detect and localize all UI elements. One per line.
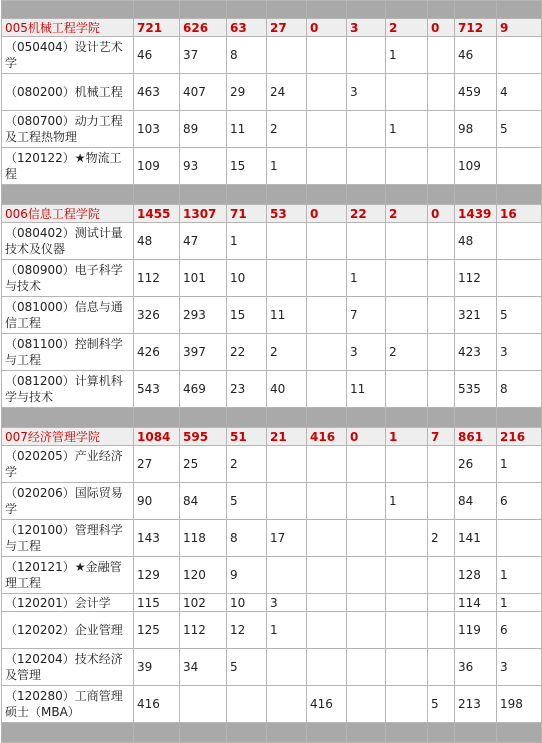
table-row — [2, 111, 542, 148]
separator-cell — [347, 185, 386, 205]
table-cell — [347, 557, 386, 594]
table-cell — [428, 334, 455, 371]
department-total: 3 — [347, 19, 386, 37]
department-total: 861 — [455, 428, 497, 446]
table-cell: 17 — [267, 520, 307, 557]
table-cell: 1 — [347, 260, 386, 297]
table-cell: 109 — [455, 148, 497, 185]
table-cell: 2 — [428, 520, 455, 557]
table-row — [2, 520, 542, 557]
table-cell — [347, 686, 386, 723]
table-cell: 115 — [134, 594, 180, 612]
table-cell — [307, 334, 347, 371]
table-cell — [497, 148, 542, 185]
table-cell: 1 — [267, 148, 307, 185]
separator-cell — [428, 185, 455, 205]
department-total: 9 — [497, 19, 542, 37]
separator-cell — [227, 1, 267, 19]
table-cell: 90 — [134, 483, 180, 520]
major-name: （080402）测试计量技术及仪器 — [2, 223, 134, 260]
table-cell — [428, 649, 455, 686]
table-cell: 102 — [180, 594, 227, 612]
separator-cell — [307, 1, 347, 19]
table-cell — [386, 371, 428, 408]
table-cell — [180, 686, 227, 723]
table-cell: 98 — [455, 111, 497, 148]
department-total: 216 — [497, 428, 542, 446]
major-name: （081200）计算机科学与技术 — [2, 371, 134, 408]
table-cell: 36 — [455, 649, 497, 686]
table-cell: 416 — [307, 686, 347, 723]
major-name: （120121）★金融管理工程 — [2, 557, 134, 594]
separator-cell — [428, 1, 455, 19]
table-cell — [386, 74, 428, 111]
table-cell — [347, 649, 386, 686]
section-separator — [2, 185, 542, 205]
table-cell: 8 — [497, 371, 542, 408]
table-cell: 10 — [227, 594, 267, 612]
table-cell: 11 — [227, 111, 267, 148]
major-name: （120122）★物流工程 — [2, 148, 134, 185]
table-row — [2, 371, 542, 408]
section-separator — [2, 1, 542, 19]
separator-cell — [386, 1, 428, 19]
separator-cell — [428, 408, 455, 428]
table-cell: 3 — [347, 74, 386, 111]
table-cell: 84 — [180, 483, 227, 520]
table-cell: 26 — [455, 446, 497, 483]
table-cell: 416 — [134, 686, 180, 723]
table-cell — [307, 483, 347, 520]
table-cell: 5 — [227, 483, 267, 520]
table-cell: 463 — [134, 74, 180, 111]
table-cell: 2 — [267, 111, 307, 148]
table-row — [2, 334, 542, 371]
table-cell — [307, 260, 347, 297]
table-cell: 321 — [455, 297, 497, 334]
table-cell — [267, 483, 307, 520]
separator-cell — [227, 723, 267, 743]
table-cell: 93 — [180, 148, 227, 185]
table-cell — [428, 612, 455, 649]
table-cell: 48 — [134, 223, 180, 260]
table-cell — [497, 520, 542, 557]
table-cell — [386, 520, 428, 557]
table-cell: 120 — [180, 557, 227, 594]
table-cell: 5 — [227, 649, 267, 686]
separator-cell — [497, 185, 542, 205]
table-cell — [428, 37, 455, 74]
separator-cell — [180, 408, 227, 428]
separator-cell — [134, 408, 180, 428]
department-name: 007经济管理学院 — [2, 428, 134, 446]
table-cell: 9 — [227, 557, 267, 594]
department-total: 0 — [347, 428, 386, 446]
separator-cell — [307, 408, 347, 428]
table-cell: 48 — [455, 223, 497, 260]
table-cell — [386, 612, 428, 649]
section-separator — [2, 408, 542, 428]
table-cell: 46 — [455, 37, 497, 74]
department-total: 1307 — [180, 205, 227, 223]
department-total: 0 — [428, 205, 455, 223]
separator-cell — [180, 185, 227, 205]
table-cell: 397 — [180, 334, 227, 371]
table-cell — [347, 223, 386, 260]
table-cell — [307, 594, 347, 612]
enrollment-table — [1, 0, 542, 743]
department-total: 0 — [307, 19, 347, 37]
table-cell — [428, 260, 455, 297]
table-cell: 3 — [497, 649, 542, 686]
table-cell — [347, 483, 386, 520]
table-cell — [347, 520, 386, 557]
table-cell — [347, 111, 386, 148]
table-cell — [307, 297, 347, 334]
table-cell: 112 — [134, 260, 180, 297]
table-cell — [428, 446, 455, 483]
department-total: 53 — [267, 205, 307, 223]
department-total: 16 — [497, 205, 542, 223]
table-cell — [307, 223, 347, 260]
table-cell: 125 — [134, 612, 180, 649]
table-row — [2, 594, 542, 612]
table-cell — [428, 557, 455, 594]
table-cell: 2 — [227, 446, 267, 483]
table-cell — [386, 297, 428, 334]
table-cell — [386, 594, 428, 612]
department-total: 1439 — [455, 205, 497, 223]
department-total: 416 — [307, 428, 347, 446]
department-total: 21 — [267, 428, 307, 446]
table-row — [2, 612, 542, 649]
table-row — [2, 686, 542, 723]
table-cell: 7 — [347, 297, 386, 334]
table-cell — [267, 37, 307, 74]
table-cell: 5 — [428, 686, 455, 723]
table-cell: 25 — [180, 446, 227, 483]
table-row — [2, 260, 542, 297]
separator-cell — [386, 723, 428, 743]
table-cell — [347, 612, 386, 649]
department-row — [2, 19, 542, 37]
table-cell: 15 — [227, 148, 267, 185]
table-cell: 6 — [497, 483, 542, 520]
separator-cell — [2, 723, 134, 743]
table-cell: 1 — [497, 557, 542, 594]
table-cell: 34 — [180, 649, 227, 686]
table-cell: 22 — [227, 334, 267, 371]
department-total: 0 — [307, 205, 347, 223]
major-name: （120204）技术经济及管理 — [2, 649, 134, 686]
department-total: 712 — [455, 19, 497, 37]
table-cell: 23 — [227, 371, 267, 408]
separator-cell — [227, 408, 267, 428]
table-cell — [227, 686, 267, 723]
separator-cell — [386, 408, 428, 428]
table-cell: 1 — [386, 483, 428, 520]
department-total: 0 — [428, 19, 455, 37]
table-cell — [386, 446, 428, 483]
department-total: 626 — [180, 19, 227, 37]
table-cell — [386, 649, 428, 686]
table-cell: 6 — [497, 612, 542, 649]
table-row — [2, 557, 542, 594]
table-cell: 11 — [267, 297, 307, 334]
table-cell: 101 — [180, 260, 227, 297]
table-cell: 535 — [455, 371, 497, 408]
table-cell — [307, 520, 347, 557]
separator-cell — [307, 185, 347, 205]
table-cell: 129 — [134, 557, 180, 594]
table-cell: 1 — [386, 111, 428, 148]
table-cell — [347, 594, 386, 612]
table-cell: 29 — [227, 74, 267, 111]
table-row — [2, 649, 542, 686]
separator-cell — [455, 408, 497, 428]
table-cell — [267, 223, 307, 260]
table-row — [2, 223, 542, 260]
table-row — [2, 74, 542, 111]
table-cell — [386, 686, 428, 723]
table-cell: 112 — [455, 260, 497, 297]
table-cell: 1 — [227, 223, 267, 260]
table-cell: 37 — [180, 37, 227, 74]
table-cell — [307, 649, 347, 686]
table-row — [2, 37, 542, 74]
table-cell: 543 — [134, 371, 180, 408]
major-name: （120201）会计学 — [2, 594, 134, 612]
table-cell — [267, 557, 307, 594]
table-cell — [428, 74, 455, 111]
table-cell: 141 — [455, 520, 497, 557]
table-cell — [428, 594, 455, 612]
table-cell: 5 — [497, 297, 542, 334]
separator-cell — [347, 408, 386, 428]
table-cell — [347, 148, 386, 185]
table-cell: 5 — [497, 111, 542, 148]
table-cell — [267, 260, 307, 297]
separator-cell — [2, 185, 134, 205]
table-cell — [307, 37, 347, 74]
separator-cell — [2, 408, 134, 428]
table-cell: 24 — [267, 74, 307, 111]
separator-cell — [180, 723, 227, 743]
table-cell — [428, 223, 455, 260]
table-cell: 12 — [227, 612, 267, 649]
department-total: 27 — [267, 19, 307, 37]
table-row — [2, 483, 542, 520]
table-cell: 1 — [497, 594, 542, 612]
table-body — [2, 1, 542, 743]
table-cell — [347, 446, 386, 483]
major-name: （120280）工商管理硕士（MBA） — [2, 686, 134, 723]
table-cell: 46 — [134, 37, 180, 74]
department-total: 1455 — [134, 205, 180, 223]
department-total: 7 — [428, 428, 455, 446]
separator-cell — [134, 185, 180, 205]
separator-cell — [267, 408, 307, 428]
major-name: （080200）机械工程 — [2, 74, 134, 111]
major-name: （020206）国际贸易学 — [2, 483, 134, 520]
table-cell — [386, 557, 428, 594]
separator-cell — [227, 185, 267, 205]
table-cell: 3 — [347, 334, 386, 371]
separator-cell — [267, 723, 307, 743]
table-cell: 15 — [227, 297, 267, 334]
table-cell: 198 — [497, 686, 542, 723]
table-cell: 469 — [180, 371, 227, 408]
department-name: 006信息工程学院 — [2, 205, 134, 223]
table-cell: 423 — [455, 334, 497, 371]
major-name: （020205）产业经济学 — [2, 446, 134, 483]
table-cell: 8 — [227, 520, 267, 557]
major-name: （080900）电子科学与技术 — [2, 260, 134, 297]
table-cell: 1 — [386, 37, 428, 74]
table-cell — [267, 686, 307, 723]
separator-cell — [455, 723, 497, 743]
table-cell: 112 — [180, 612, 227, 649]
department-total: 721 — [134, 19, 180, 37]
table-cell — [307, 111, 347, 148]
table-cell — [267, 649, 307, 686]
table-cell — [307, 74, 347, 111]
table-cell: 89 — [180, 111, 227, 148]
department-total: 1084 — [134, 428, 180, 446]
table-cell: 1 — [497, 446, 542, 483]
department-row — [2, 205, 542, 223]
table-cell — [428, 371, 455, 408]
table-cell — [428, 297, 455, 334]
separator-cell — [455, 1, 497, 19]
table-cell — [428, 483, 455, 520]
table-cell — [307, 612, 347, 649]
separator-cell — [2, 1, 134, 19]
table-cell: 426 — [134, 334, 180, 371]
table-row — [2, 297, 542, 334]
separator-cell — [307, 723, 347, 743]
separator-cell — [347, 723, 386, 743]
table-cell — [307, 446, 347, 483]
table-cell — [307, 148, 347, 185]
table-cell: 293 — [180, 297, 227, 334]
table-cell: 118 — [180, 520, 227, 557]
table-cell: 47 — [180, 223, 227, 260]
separator-cell — [180, 1, 227, 19]
separator-cell — [134, 723, 180, 743]
table-cell: 459 — [455, 74, 497, 111]
table-cell: 1 — [267, 612, 307, 649]
table-cell: 40 — [267, 371, 307, 408]
department-total: 71 — [227, 205, 267, 223]
table-cell — [386, 260, 428, 297]
table-cell: 326 — [134, 297, 180, 334]
table-cell — [307, 371, 347, 408]
table-cell: 2 — [267, 334, 307, 371]
department-row — [2, 428, 542, 446]
table-cell: 2 — [386, 334, 428, 371]
separator-cell — [347, 1, 386, 19]
table-cell: 128 — [455, 557, 497, 594]
separator-cell — [497, 723, 542, 743]
table-cell — [386, 148, 428, 185]
major-name: （081000）信息与通信工程 — [2, 297, 134, 334]
table-cell: 4 — [497, 74, 542, 111]
table-cell: 119 — [455, 612, 497, 649]
department-total: 63 — [227, 19, 267, 37]
table-cell: 143 — [134, 520, 180, 557]
table-cell — [347, 37, 386, 74]
department-name: 005机械工程学院 — [2, 19, 134, 37]
separator-cell — [267, 1, 307, 19]
department-total: 1 — [386, 428, 428, 446]
department-total: 595 — [180, 428, 227, 446]
department-total: 51 — [227, 428, 267, 446]
table-cell: 27 — [134, 446, 180, 483]
table-cell — [497, 223, 542, 260]
separator-cell — [455, 185, 497, 205]
table-cell: 103 — [134, 111, 180, 148]
table-cell — [497, 260, 542, 297]
separator-cell — [428, 723, 455, 743]
table-row — [2, 446, 542, 483]
table-cell: 8 — [227, 37, 267, 74]
table-cell: 11 — [347, 371, 386, 408]
table-cell — [428, 111, 455, 148]
table-cell: 84 — [455, 483, 497, 520]
separator-cell — [497, 1, 542, 19]
table-cell — [497, 37, 542, 74]
department-total: 22 — [347, 205, 386, 223]
table-cell: 3 — [497, 334, 542, 371]
major-name: （080700）动力工程及工程热物理 — [2, 111, 134, 148]
major-name: （120100）管理科学与工程 — [2, 520, 134, 557]
major-name: （050404）设计艺术学 — [2, 37, 134, 74]
separator-cell — [267, 185, 307, 205]
table-cell: 407 — [180, 74, 227, 111]
department-total: 2 — [386, 19, 428, 37]
major-name: （120202）企业管理 — [2, 612, 134, 649]
table-cell — [386, 223, 428, 260]
table-cell: 213 — [455, 686, 497, 723]
table-cell: 3 — [267, 594, 307, 612]
separator-cell — [497, 408, 542, 428]
department-total: 2 — [386, 205, 428, 223]
section-separator — [2, 723, 542, 743]
table-row — [2, 148, 542, 185]
separator-cell — [386, 185, 428, 205]
table-cell — [428, 148, 455, 185]
table-cell: 114 — [455, 594, 497, 612]
table-cell — [307, 557, 347, 594]
table-cell: 109 — [134, 148, 180, 185]
separator-cell — [134, 1, 180, 19]
table-cell: 39 — [134, 649, 180, 686]
table-cell — [267, 446, 307, 483]
major-name: （081100）控制科学与工程 — [2, 334, 134, 371]
table-cell: 10 — [227, 260, 267, 297]
